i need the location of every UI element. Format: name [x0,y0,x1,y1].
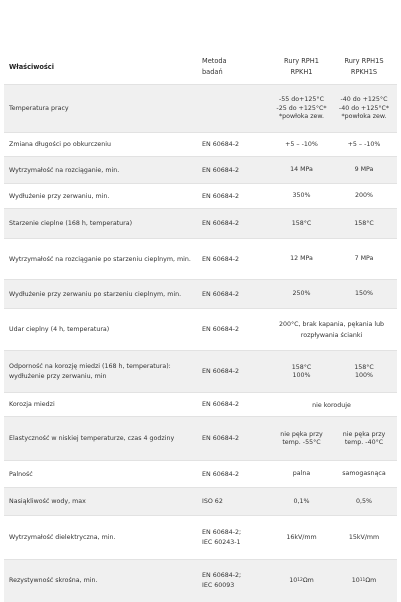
value-unit: Ωm [302,576,314,584]
value-unit: Ωm [365,576,377,584]
row-property: Rezystywność skrośna, min. [9,577,98,584]
row-value-b: 15kV/mm [348,533,380,541]
row-method: EN 60684-2 [202,368,240,375]
row-property: Wydłużenie przy zerwaniu po starzeniu cieplnym, min. [9,290,182,298]
row-value-b: 158°C [354,219,374,227]
row-property: Wytrzymałość na rozciąganie, min. [9,166,120,174]
row-value-span: 200°C, brak kapania, pękania lub rozpływania ścianki [278,321,385,339]
row-value-a: 250% [292,290,311,298]
row-value-b: samogasnąca [342,470,386,478]
row-value-span: nie koroduje [312,401,351,409]
header-method: Metoda badań [202,57,227,76]
row-property: Odporność na korozję miedzi (168 h, temperatura): wydłużenie przy zerwaniu, min [9,363,171,380]
row-property: Temperatura pracy [9,105,69,112]
table-row [4,208,397,239]
table-row [4,515,397,560]
table-row [4,416,397,461]
row-value-a: +5 – -10% [285,140,318,148]
row-value-b: 158°C 100% [354,363,374,379]
row-property: Udar cieplny (4 h, temperatura) [9,326,110,333]
row-value-b: nie pęka przy temp. -40°C [342,430,386,446]
row-method: EN 60684-2 [202,435,240,442]
row-value-a: 350% [292,192,311,200]
row-value-a: nie pęka przy temp. -55°C [280,430,323,446]
value-base: 10 [351,576,360,584]
table-row [4,460,397,488]
table-row [4,183,397,209]
table-row [4,156,397,184]
row-value-b: 10 11 Ωm [351,576,377,584]
table-row [4,559,397,602]
row-method: EN 60684-2 [202,166,240,174]
table-row [4,84,397,133]
row-method: EN 60684-2 [202,290,240,298]
row-value-b: 9 MPa [354,166,374,174]
row-value-b: +5 – -10% [347,140,381,148]
row-property: Starzenie cieplne (168 h, temperatura) [9,220,133,227]
table-row [4,392,397,417]
row-method: ISO 62 [202,498,223,505]
row-method: EN 60684-2; IEC 60243-1 [202,529,242,546]
row-value-a: 16kV/mm [286,533,317,541]
table-row [4,132,397,157]
row-method: EN 60684-2; IEC 60093 [202,572,242,589]
table-row [4,238,397,280]
row-property: Elastyczność w niskiej temperaturze, czas 4 godziny [9,435,175,442]
row-value-b: 150% [354,290,373,298]
row-method: EN 60684-2 [202,326,240,333]
row-property: Korozja miedzi [9,401,55,408]
row-value-b: 7 MPa [354,255,374,263]
header-property: Właściwości [9,63,54,71]
table-row [4,279,397,309]
table-header-row [4,50,397,84]
row-value-b: 0,5% [356,497,372,505]
table-row [4,487,397,516]
row-value-a: 158°C 100% [291,363,312,379]
row-method: EN 60684-2 [202,255,240,263]
row-property: Palność [9,470,33,478]
row-method: EN 60684-2 [202,401,240,408]
row-method: EN 60684-2 [202,192,240,200]
row-value-a: 158°C [291,219,312,227]
value-base: 10 [289,576,298,584]
header-col-a: Rury RPH1 RPKH1 [284,57,319,76]
row-value-a: -55 do+125°C -25 do +125°C* *powłoka zew. [276,96,327,121]
row-property: Zmiana długości po obkurczeniu [9,141,111,148]
row-property: Wytrzymałość dielektryczna, min. [9,534,116,541]
row-value-a: 0,1% [293,497,310,505]
row-value-b: -40 do +125°C -40 do +125°C* *powłoka zew. [338,96,390,121]
row-property: Nasiąkliwość wody, max [9,498,86,505]
row-property: Wydłużenie przy zerwaniu, min. [9,192,110,200]
table-row [4,350,397,393]
row-value-a: 14 MPa [290,166,313,174]
row-method: EN 60684-2 [202,141,240,148]
row-method [202,85,272,133]
row-value-a: 12 MPa [290,255,313,263]
header-col-b: Rury RPH1S RPKH1S [344,57,384,76]
row-value-b: 200% [354,192,373,200]
row-method: EN 60684-2 [202,220,240,227]
row-property: Wytrzymałość na rozciąganie po starzeniu cieplnym, min. [9,255,191,263]
table-row [4,308,397,351]
row-value-a: palna [292,470,311,478]
row-value-a: 10 12 Ωm [289,576,314,584]
row-method: EN 60684-2 [202,470,240,478]
